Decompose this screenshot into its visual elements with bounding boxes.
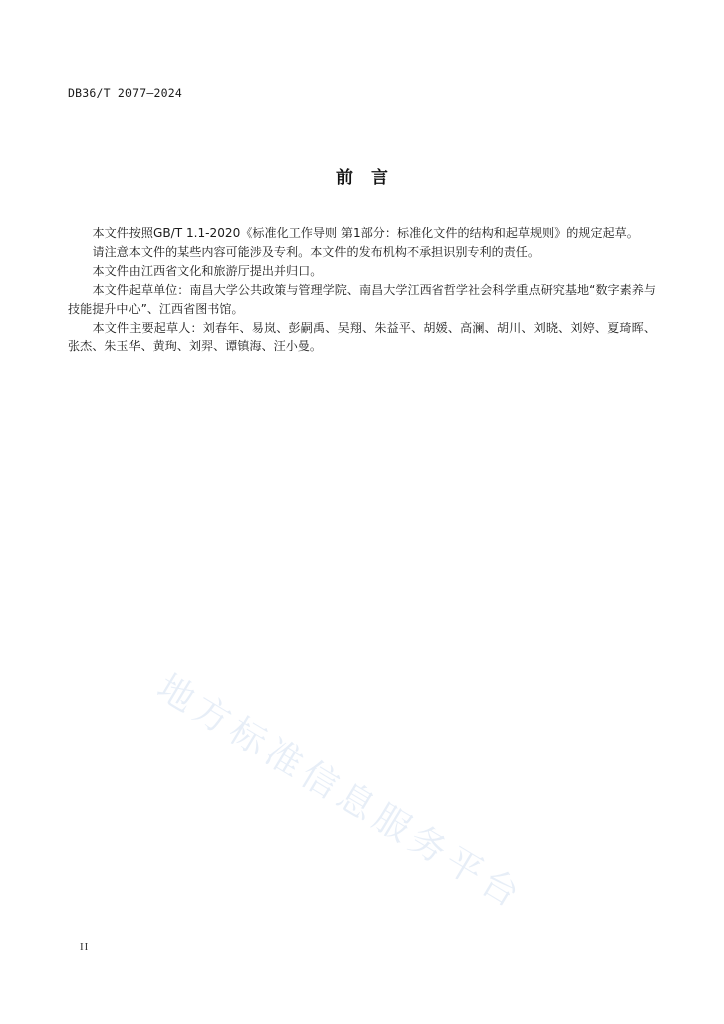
paragraph-drafting-basis: 本文件按照GB/T 1.1-2020《标准化工作导则 第1部分：标准化文件的结构和起草规则》的规定起草。 xyxy=(92,226,639,240)
page-number: II xyxy=(80,941,90,953)
section-title-char-1: 前 xyxy=(336,168,353,188)
paragraph-drafters: 本文件主要起草人：刘春年、易岚、彭嗣禹、吴翔、朱益平、胡媛、高澜、胡川、刘晓、刘婷、夏琦晖、张杰、朱玉华、黄珣、刘羿、谭镇海、汪小曼。 xyxy=(68,320,656,354)
paragraph-drafting-units: 本文件起草单位：南昌大学公共政策与管理学院、南昌大学江西省哲学社会科学重点研究基地“数字素养与技能提升中心”、江西省图书馆。 xyxy=(68,282,656,316)
paragraph-proposer: 本文件由江西省文化和旅游厅提出并归口。 xyxy=(92,263,323,278)
foreword-body xyxy=(68,224,656,356)
watermark: 地方标准信息服务平台 xyxy=(149,666,531,919)
paragraph-patent-notice: 请注意本文件的某些内容可能涉及专利。本文件的发布机构不承担识别专利的责任。 xyxy=(92,244,540,259)
document-code: DB36/T 2077—2024 xyxy=(68,86,182,100)
section-title-char-2: 言 xyxy=(371,168,388,188)
section-title xyxy=(0,163,724,188)
